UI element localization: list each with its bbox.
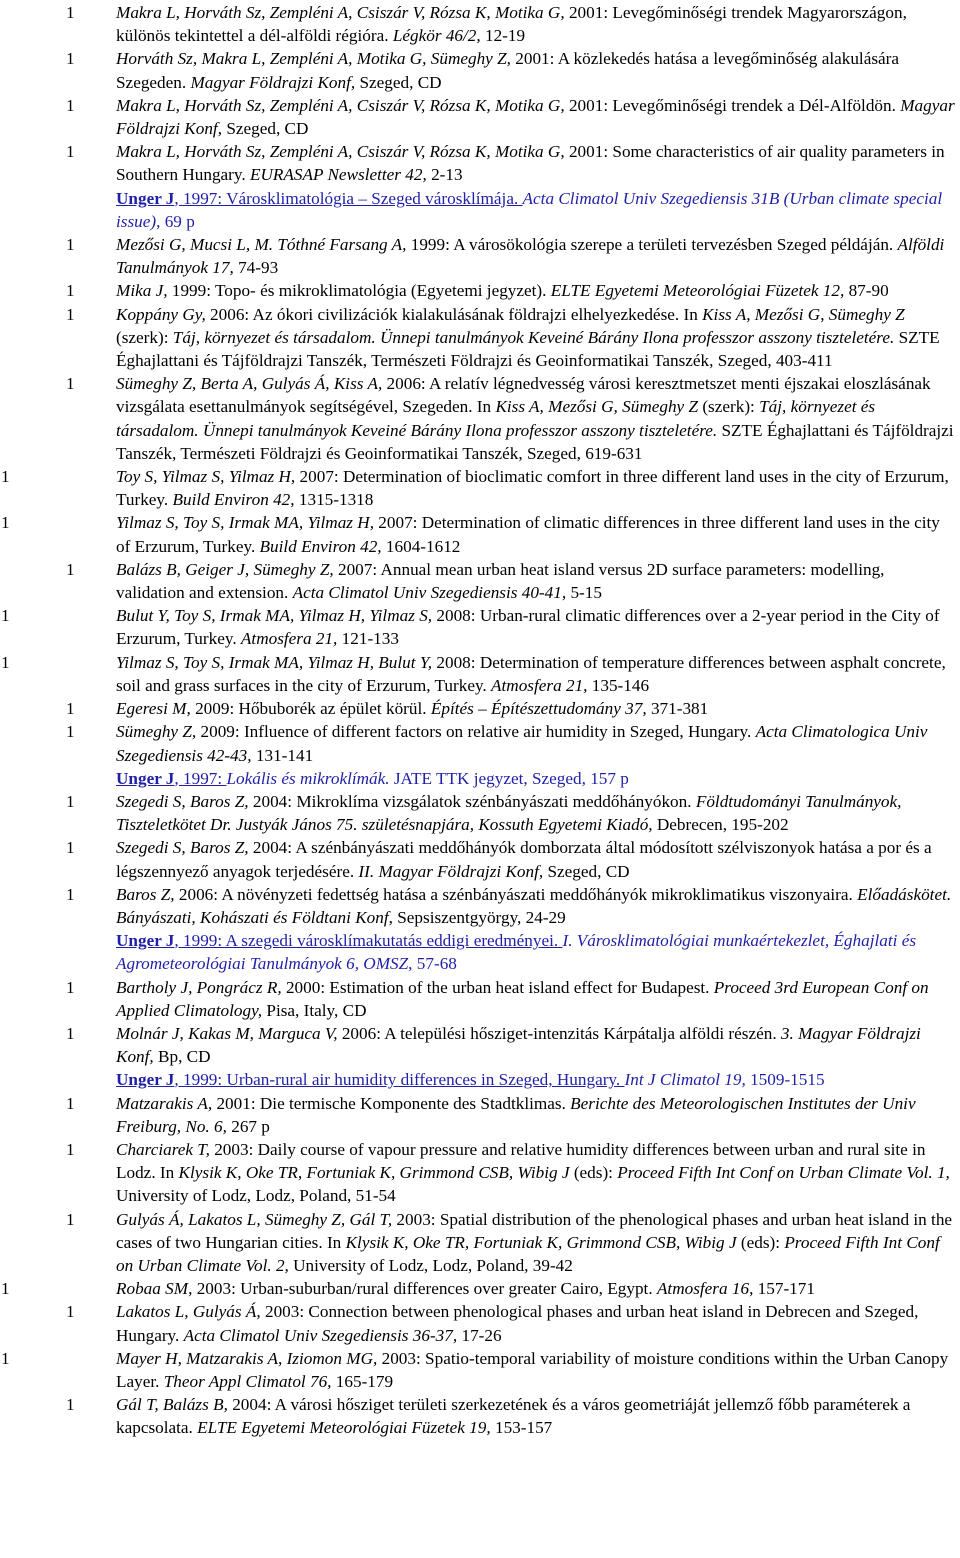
citation-segment: 2003: Urban-suburban/rural differences over greater Cairo, Egypt.: [192, 1279, 657, 1299]
citation-italic-segment: Baros Z,: [116, 884, 175, 904]
citation-italic-segment: Acta Climatol Univ Szegediensis 36-37,: [183, 1325, 458, 1345]
citation-segment: Szeged, CD: [543, 861, 630, 881]
citation-italic-segment: Koppány Gy,: [116, 304, 206, 324]
citation-segment: 12-19: [480, 26, 526, 46]
citation-italic-segment: Berichte des Meteorologischen Institutes der Univ Freiburg, No. 6,: [116, 1093, 916, 1136]
citation-segment: 2001: A közlekedés hatása a levegőminőség alakulására Szegeden.: [116, 49, 899, 92]
reference-entry: [0, 1022, 960, 1068]
reference-entry: [0, 372, 960, 465]
entry-number: 1: [66, 791, 75, 811]
citation-segment: 2000: Estimation of the urban heat island effect for Budapest.: [281, 977, 714, 997]
entry-text: [116, 1022, 956, 1068]
citation-segment: 121-133: [337, 629, 399, 649]
citation-italic-segment: Yilmaz S, Toy S, Irmak MA, Yilmaz H,: [116, 513, 374, 533]
citation-segment: 2001: Levegőminőségi trendek Magyarországon, különös tekintettel a dél-alföldi régióra.: [116, 3, 907, 46]
entry-text: [116, 1347, 956, 1393]
citation-italic-segment: Bartholy J, Pongrácz R,: [116, 977, 282, 997]
entry-number: 1: [66, 884, 75, 904]
citation-italic-segment: Klysik K, Oke TR, Fortuniak K, Grimmond CSB, Wibig J: [178, 1163, 570, 1183]
reference-entry: [0, 720, 960, 766]
entry-text: [116, 767, 956, 790]
citation-italic-segment: Sümeghy Z,: [116, 722, 197, 742]
citation-segment: Szeged, CD: [222, 119, 309, 139]
citation-italic-segment: Mika J,: [116, 281, 168, 301]
reference-entry: [0, 790, 960, 836]
entry-number: 1: [66, 838, 75, 858]
citation-segment: University of Lodz, Lodz, Poland, 39-42: [288, 1255, 573, 1275]
citation-italic-segment: Acta Climatologica Univ Szegediensis 42-43,: [116, 722, 928, 765]
citation-segment: 2007: Annual mean urban heat island versus 2D surface parameters: modelling, validation and extension.: [116, 559, 885, 603]
reference-entry: [0, 511, 960, 557]
entry-text: [116, 604, 956, 650]
entry-number: 1: [66, 699, 75, 719]
citation-segment: SZTE Éghajlattani és Tájföldrajzi Tanszék, Természeti Földrajzi és Geoinformatikai Tanszék, Szeged, 403-411: [116, 327, 940, 371]
citation-segment: 2006: A települési hősziget-intenzitás Kárpátalja alföldi részén.: [337, 1023, 781, 1043]
entry-number: 1: [66, 374, 75, 394]
citation-italic-segment: Atmosfera 21,: [240, 629, 338, 649]
citation-italic-segment: Kiss A, Mezősi G, Sümeghy Z: [495, 397, 699, 417]
citation-segment: 2001: Die termische Komponente des Stadtklimas.: [212, 1093, 571, 1113]
citation-italic-segment: Szegedi S, Baros Z,: [116, 791, 249, 811]
reference-entry: [0, 303, 960, 373]
entry-number: 1: [1, 513, 10, 533]
citation-link-segment[interactable]: 1509-1515: [745, 1070, 825, 1090]
entry-text: [116, 790, 956, 836]
entry-text: [116, 511, 956, 557]
citation-link-segment[interactable]: Unger J: [116, 1070, 175, 1090]
citation-link-segment[interactable]: Unger J: [116, 768, 175, 788]
citation-segment: 2006: Az ókori civilizációk kialakulásának földrajzi elhelyezkedése. In: [205, 304, 703, 324]
citation-segment: 1999: Topo- és mikroklimatológia (Egyetemi jegyzet).: [167, 281, 551, 301]
entry-text: [116, 929, 956, 975]
citation-italic-segment: ELTE Egyetemi Meteorológiai Füzetek 19,: [197, 1418, 491, 1438]
entry-number: 1: [1, 1348, 10, 1368]
reference-entry: [0, 279, 960, 302]
citation-italic-segment: Légkör 46/2,: [392, 26, 481, 46]
entry-number: 1: [66, 142, 75, 162]
citation-segment: (szerk):: [116, 327, 173, 347]
citation-segment: 153-157: [490, 1418, 553, 1438]
citation-italic-segment: Gulyás Á, Lakatos L, Sümeghy Z, Gál T,: [116, 1209, 393, 1229]
citation-italic-segment: Mayer H, Matzarakis A, Iziomon MG,: [116, 1348, 378, 1368]
reference-entry: [0, 767, 960, 790]
citation-italic-segment: Matzarakis A,: [116, 1093, 213, 1113]
reference-entry: [0, 94, 960, 140]
entry-number: 1: [66, 235, 75, 255]
entry-number: 1: [1, 606, 10, 626]
citation-segment: 2007: Determination of climatic differences in three different land uses in the city of Erzurum, Turkey.: [116, 513, 940, 556]
citation-segment: 2004: A szénbányászati meddőhányók domborzata által módosított szélviszonyok hatása a por és a légszennyező anyagok terjedésére.: [116, 838, 932, 881]
reference-entry: [0, 1393, 960, 1439]
entry-number: 1: [66, 1023, 75, 1043]
entry-text: [116, 1277, 956, 1300]
citation-italic-segment[interactable]: Int J Climatol 19,: [624, 1070, 746, 1090]
citation-segment: 2009: Hőbuborék az épület körül.: [190, 699, 431, 719]
citation-segment: Sepsiszentgyörgy, 24-29: [392, 907, 566, 927]
reference-entry: [0, 1, 960, 47]
citation-segment: 2003: Spatio-temporal variability of moisture conditions within the Urban Canopy Layer.: [116, 1348, 949, 1391]
citation-segment: Pisa, Italy, CD: [262, 1000, 367, 1020]
citation-segment: 2009: Influence of different factors on relative air humidity in Szeged, Hungary.: [196, 722, 756, 742]
citation-italic-segment: Makra L, Horváth Sz, Zempléni A, Csiszár V, Rózsa K, Motika G,: [116, 3, 565, 22]
citation-link-segment[interactable]: JATE TTK jegyzet, Szeged, 157 p: [389, 768, 629, 788]
entry-text: [116, 140, 956, 186]
citation-segment: 1604-1612: [381, 536, 461, 556]
reference-entry: [0, 558, 960, 604]
entry-text: [116, 976, 956, 1022]
entry-text: [116, 279, 956, 302]
entry-text: [116, 720, 956, 766]
citation-italic-segment: Atmosfera 16,: [656, 1279, 754, 1299]
citation-italic-segment: Makra L, Horváth Sz, Zempléni A, Csiszár V, Rózsa K, Motika G,: [116, 142, 565, 162]
entry-text: [116, 558, 956, 604]
citation-italic-segment: Építés – Építészettudomány 37,: [430, 699, 647, 719]
citation-link-segment[interactable]: Unger J: [116, 931, 175, 951]
citation-segment: 2008: Urban-rural climatic differences over a 2-year period in the City of Erzurum, Turkey.: [116, 606, 940, 649]
citation-italic-segment: 3. Magyar Földrajzi Konf,: [116, 1023, 921, 1067]
citation-italic-segment: Balázs B, Geiger J, Sümeghy Z,: [116, 559, 334, 579]
reference-entry: [0, 1208, 960, 1278]
citation-link-segment[interactable]: , 1999: Urban-rural air humidity differences in Szeged, Hungary.: [174, 1070, 625, 1090]
citation-italic-segment: Build Environ 42,: [259, 536, 382, 556]
entry-number: 1: [66, 1209, 75, 1229]
reference-entry: [0, 1138, 960, 1208]
citation-segment: 1315-1318: [294, 490, 374, 510]
entry-text: [116, 1393, 956, 1439]
entry-number: 1: [66, 559, 75, 579]
citation-segment: 17-26: [457, 1325, 502, 1345]
citation-italic-segment: Lakatos L, Gulyás Á,: [116, 1302, 261, 1322]
entry-text: [116, 1068, 956, 1091]
citation-italic-segment: Makra L, Horváth Sz, Zempléni A, Csiszár V, Rózsa K, Motika G,: [116, 95, 565, 115]
citation-segment: 2007: Determination of bioclimatic comfort in three different land uses in the city of Erzurum, Turkey.: [116, 467, 949, 510]
citation-italic-segment: Klysik K, Oke TR, Fortuniak K, Grimmond CSB, Wibig J: [345, 1232, 737, 1252]
reference-entry: [0, 1277, 960, 1300]
entry-number: 1: [66, 1302, 75, 1322]
citation-segment: 5-15: [566, 583, 602, 603]
citation-segment: 371-381: [646, 699, 709, 719]
reference-entry: [0, 1347, 960, 1393]
entry-number: 1: [1, 1279, 10, 1299]
citation-italic-segment: Alföldi Tanulmányok 17,: [116, 235, 945, 278]
citation-italic-segment: Yilmaz S, Toy S, Irmak MA, Yilmaz H, Bulut Y,: [116, 652, 433, 672]
entry-text: [116, 1208, 956, 1278]
reference-entry: [0, 47, 960, 93]
citation-link-segment[interactable]: , 1997:: [174, 768, 227, 788]
reference-entry: [0, 140, 960, 186]
entry-text: [116, 233, 956, 279]
reference-entry: [0, 976, 960, 1022]
citation-italic-segment: Proceed 3rd European Conf on Applied Climatology,: [116, 977, 929, 1020]
citation-segment: 87-90: [844, 281, 889, 301]
citation-link-segment[interactable]: 69 p: [160, 211, 195, 231]
citation-segment: 267 p: [226, 1116, 270, 1136]
entry-number: 1: [66, 3, 75, 22]
entry-text: [116, 372, 956, 465]
citation-segment: Bp, CD: [153, 1047, 211, 1067]
citation-italic-segment: Kiss A, Mezősi G, Sümeghy Z: [702, 304, 905, 324]
citation-italic-segment: Magyar Földrajzi Konf,: [116, 95, 955, 139]
entry-number: 1: [66, 304, 75, 324]
citation-italic-segment: Mezősi G, Mucsi L, M. Tóthné Farsang A,: [116, 235, 407, 255]
reference-entry: [0, 187, 960, 233]
citation-segment: Debrecen, 195-202: [652, 815, 789, 835]
citation-segment: 165-179: [331, 1371, 394, 1391]
citation-italic-segment: Proceed Fifth Int Conf on Urban Climate Vol. 2,: [116, 1232, 940, 1275]
reference-entry: [0, 1068, 960, 1091]
citation-segment: 2001: Some characteristics of air quality parameters in Southern Hungary.: [116, 142, 945, 185]
citation-italic-segment: II. Magyar Földrajzi Konf,: [358, 861, 544, 881]
citation-link-segment[interactable]: , 1997: Városklimatológia – Szeged városklímája.: [174, 188, 523, 208]
citation-segment: 2003: Spatial distribution of the phenological phases and urban heat island in the cases of two Hungarian cities. In: [116, 1209, 953, 1252]
entry-number: 1: [66, 977, 75, 997]
entry-text: [116, 1138, 956, 1208]
citation-segment: 135-146: [587, 675, 650, 695]
citation-italic-segment: Táj, környezet és társadalom. Ünnepi tanulmányok Keveiné Bárány Ilona professzor asszony tiszteletére.: [172, 327, 895, 347]
entry-text: [116, 1, 956, 47]
citation-segment: 157-171: [753, 1279, 815, 1299]
entry-text: [116, 1300, 956, 1346]
citation-segment: 2006: A relatív légnedvesség városi keresztmetszet menti éjszakai eloszlásának vizsgálata esettanulmányok segítségével, Szegeden. In: [116, 374, 931, 417]
citation-segment: 2004: Mikroklíma vizsgálatok szénbányászati meddőhányókon.: [248, 791, 696, 811]
entry-number: 1: [1, 652, 10, 672]
citation-italic-segment: Theor Appl Climatol 76,: [163, 1371, 332, 1391]
citation-italic-segment: Egeresi M,: [116, 699, 191, 719]
reference-entry: [0, 883, 960, 929]
citation-segment: 1999: A városökológia szerepe a területi tervezésben Szeged példáján.: [406, 235, 898, 255]
citation-italic-segment: Toy S, Yilmaz S, Yilmaz H,: [116, 467, 296, 487]
entry-text: [116, 47, 956, 93]
citation-segment: 2006: A növényzeti fedettség hatása a szénbányászati meddőhányók mikroklimatikus viszonyaira.: [174, 884, 858, 904]
entry-text: [116, 836, 956, 882]
citation-italic-segment: Szegedi S, Baros Z,: [116, 838, 249, 858]
citation-segment: 2003: Daily course of vapour pressure and relative humidity differences between urban and rural site in Lodz. In: [116, 1139, 926, 1183]
citation-italic-segment: Táj, környezet és társadalom. Ünnepi tanulmányok Keveiné Bárány Ilona professzor asszony tiszteletére.: [116, 397, 876, 440]
citation-segment: (eds):: [736, 1232, 785, 1252]
citation-italic-segment: Magyar Földrajzi Konf,: [190, 72, 356, 92]
citation-segment: 2008: Determination of temperature differences between asphalt concrete, soil and grass surfaces in the city of Erzurum, Turkey.: [116, 652, 946, 695]
citation-segment: 131-141: [251, 745, 314, 765]
reference-entry: [0, 233, 960, 279]
entry-text: [116, 187, 956, 233]
citation-italic-segment: Acta Climatol Univ Szegediensis 40-41,: [292, 583, 567, 603]
citation-segment: University of Lodz, Lodz, Poland, 51-54: [116, 1186, 396, 1206]
citation-italic-segment: Proceed Fifth Int Conf on Urban Climate Vol. 1,: [617, 1163, 950, 1183]
entry-number: 1: [1, 467, 10, 487]
entry-text: [116, 697, 956, 720]
citation-italic-segment: Robaa SM,: [116, 1279, 193, 1299]
reference-entry: [0, 836, 960, 882]
entry-number: 1: [66, 1093, 75, 1113]
citation-italic-segment: Bulut Y, Toy S, Irmak MA, Yilmaz H, Yilmaz S,: [116, 606, 433, 626]
citation-link-segment[interactable]: , 1999: A szegedi városklímakutatás eddigi eredményei.: [174, 931, 563, 951]
entry-text: [116, 465, 956, 511]
entry-number: 1: [66, 722, 75, 742]
entry-text: [116, 94, 956, 140]
entry-number: 1: [66, 1395, 75, 1415]
citation-link-segment[interactable]: Unger J: [116, 188, 175, 208]
reference-entry: [0, 604, 960, 650]
reference-entry: [0, 651, 960, 697]
citation-italic-segment[interactable]: Lokális és mikroklímák.: [226, 768, 390, 788]
entry-text: [116, 651, 956, 697]
citation-link-segment[interactable]: 57-68: [412, 954, 457, 974]
reference-entry: [0, 465, 960, 511]
reference-entry: [0, 1092, 960, 1138]
citation-italic-segment: Atmosfera 21,: [491, 675, 588, 695]
citation-italic-segment: Build Environ 42,: [172, 490, 295, 510]
entry-text: [116, 883, 956, 929]
entry-number: 1: [66, 95, 75, 115]
citation-segment: Szeged, CD: [355, 72, 442, 92]
entry-number: 1: [66, 281, 75, 301]
citation-segment: 2-13: [426, 165, 463, 185]
reference-entry: [0, 697, 960, 720]
citation-segment: 2004: A városi hősziget területi szerkezetének és a város geometriáját jellemző főbb paraméterek a kapcsolata.: [116, 1395, 911, 1438]
citation-italic-segment[interactable]: Acta Climatol Univ Szegediensis 31B (Urban climate special issue),: [116, 188, 943, 231]
citation-italic-segment: Charciarek T,: [116, 1139, 210, 1159]
citation-italic-segment[interactable]: I. Városklimatológiai munkaértekezlet, Éghajlati és Agrometeorológiai Tanulmányok 6, OMSZ,: [116, 931, 917, 974]
citation-segment: (szerk):: [698, 397, 760, 417]
citation-italic-segment: Horváth Sz, Makra L, Zempléni A, Motika G, Sümeghy Z,: [116, 49, 511, 69]
citation-segment: 74-93: [233, 258, 279, 278]
entry-number: 1: [66, 49, 75, 69]
citation-italic-segment: EURASAP Newsletter 42,: [249, 165, 427, 185]
citation-italic-segment: Gál T, Balázs B,: [116, 1395, 228, 1415]
citation-segment: (eds):: [569, 1163, 618, 1183]
reference-entry: [0, 929, 960, 975]
citation-italic-segment: ELTE Egyetemi Meteorológiai Füzetek 12,: [550, 281, 845, 301]
citation-italic-segment: Földtudományi Tanulmányok, Tiszteletkötet Dr. Justyák János 75. születésnapjára, Kossuth Egyetemi Kiadó,: [116, 791, 902, 835]
entry-number: 1: [66, 1139, 75, 1159]
citation-segment: 2001: Levegőminőségi trendek a Dél-Alföldön.: [564, 95, 901, 115]
entry-text: [116, 303, 956, 373]
citation-segment: SZTE Éghajlattani és Tájföldrajzi Tanszék, Természeti Földrajzi és Geoinformatikai Tanszék, Szeged, 619-631: [116, 420, 954, 463]
citation-italic-segment: Sümeghy Z, Berta A, Gulyás Á, Kiss A,: [116, 374, 383, 394]
reference-entry: [0, 1300, 960, 1346]
citation-italic-segment: Molnár J, Kakas M, Marguca V,: [116, 1023, 338, 1043]
citation-segment: 2003: Connection between phenological phases and urban heat island in Debrecen and Szeged, Hungary.: [116, 1302, 919, 1345]
citation-italic-segment: Előadáskötet. Bányászati, Kohászati és Földtani Konf,: [116, 884, 952, 927]
entry-text: [116, 1092, 956, 1138]
